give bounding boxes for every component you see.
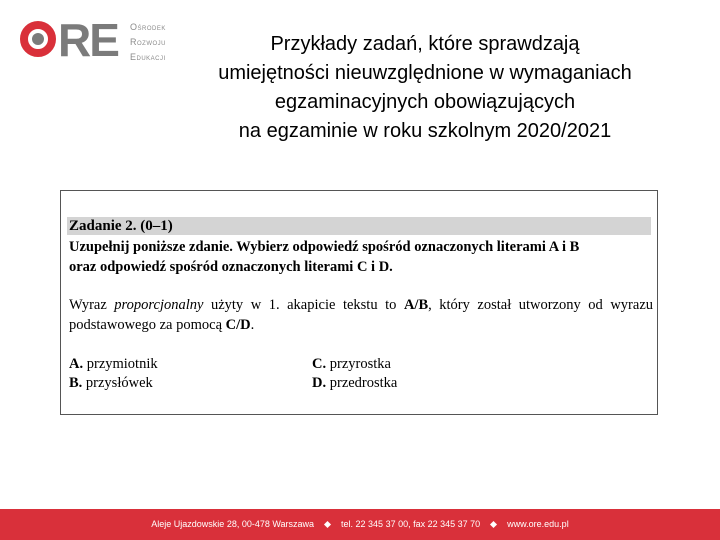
- title-line-3: egzaminacyjnych obowiązujących: [274, 91, 576, 113]
- title-line-1: Przykłady zadań, które sprawdzają: [270, 33, 580, 55]
- task-instruction: [69, 237, 653, 277]
- footer-phone: tel. 22 345 37 00, fax 22 345 37 70: [341, 519, 481, 529]
- diamond-separator-icon: [490, 521, 497, 528]
- option-c[interactable]: [312, 355, 391, 374]
- footer-contact: [0, 509, 720, 540]
- diamond-separator-icon: [324, 521, 331, 528]
- option-letter: A.: [69, 356, 84, 372]
- footer-address: Aleje Ujazdowskie 28, 00-478 Warszawa: [151, 519, 315, 529]
- option-d[interactable]: [312, 374, 397, 393]
- option-text: przymiotnik: [83, 356, 158, 372]
- task-stem: [69, 295, 653, 335]
- option-letter: C.: [312, 356, 327, 372]
- stem-part-3: , który został utworzony od wyrazu podstawowego za pomocą: [69, 297, 653, 333]
- stem-italic-word: proporcjonalny: [114, 297, 204, 313]
- option-text: przysłówek: [82, 375, 153, 391]
- option-a[interactable]: [69, 355, 158, 374]
- task-box: [60, 190, 658, 415]
- footer-bar: [0, 509, 720, 540]
- option-text: przyrostka: [326, 356, 391, 372]
- title-line-2: umiejętności nieuwzględnione w wymaganiach: [218, 62, 632, 84]
- logo-brand-letters: RE: [58, 14, 118, 66]
- slide-title: [150, 30, 700, 146]
- stem-choice-cd: C/D: [225, 317, 251, 333]
- logo-line-2: Rozwoju: [130, 37, 166, 47]
- ore-logo-ring-icon: [18, 18, 58, 58]
- instruction-line-2: oraz odpowiedź spośród oznaczonych literami C i D.: [69, 259, 393, 275]
- footer-website[interactable]: www.ore.edu.pl: [507, 519, 569, 529]
- stem-choice-ab: A/B: [403, 297, 429, 313]
- option-text: przedrostka: [326, 375, 398, 391]
- task-header: Zadanie 2. (0–1): [67, 217, 651, 235]
- stem-part-2: użyty w 1. akapicie tekstu to: [203, 297, 404, 313]
- stem-part-1: Wyraz: [69, 297, 115, 313]
- option-letter: D.: [312, 375, 327, 391]
- logo-line-1: Ośrodek: [130, 22, 166, 32]
- title-line-4: na egzaminie w roku szkolnym 2020/2021: [238, 120, 612, 142]
- logo-line-3: Edukacji: [130, 52, 166, 62]
- instruction-line-1: Uzupełnij poniższe zdanie. Wybierz odpowiedź spośród oznaczonych literami A i B: [69, 239, 580, 255]
- option-b[interactable]: [69, 374, 153, 393]
- stem-part-4: .: [250, 317, 255, 333]
- option-letter: B.: [69, 375, 83, 391]
